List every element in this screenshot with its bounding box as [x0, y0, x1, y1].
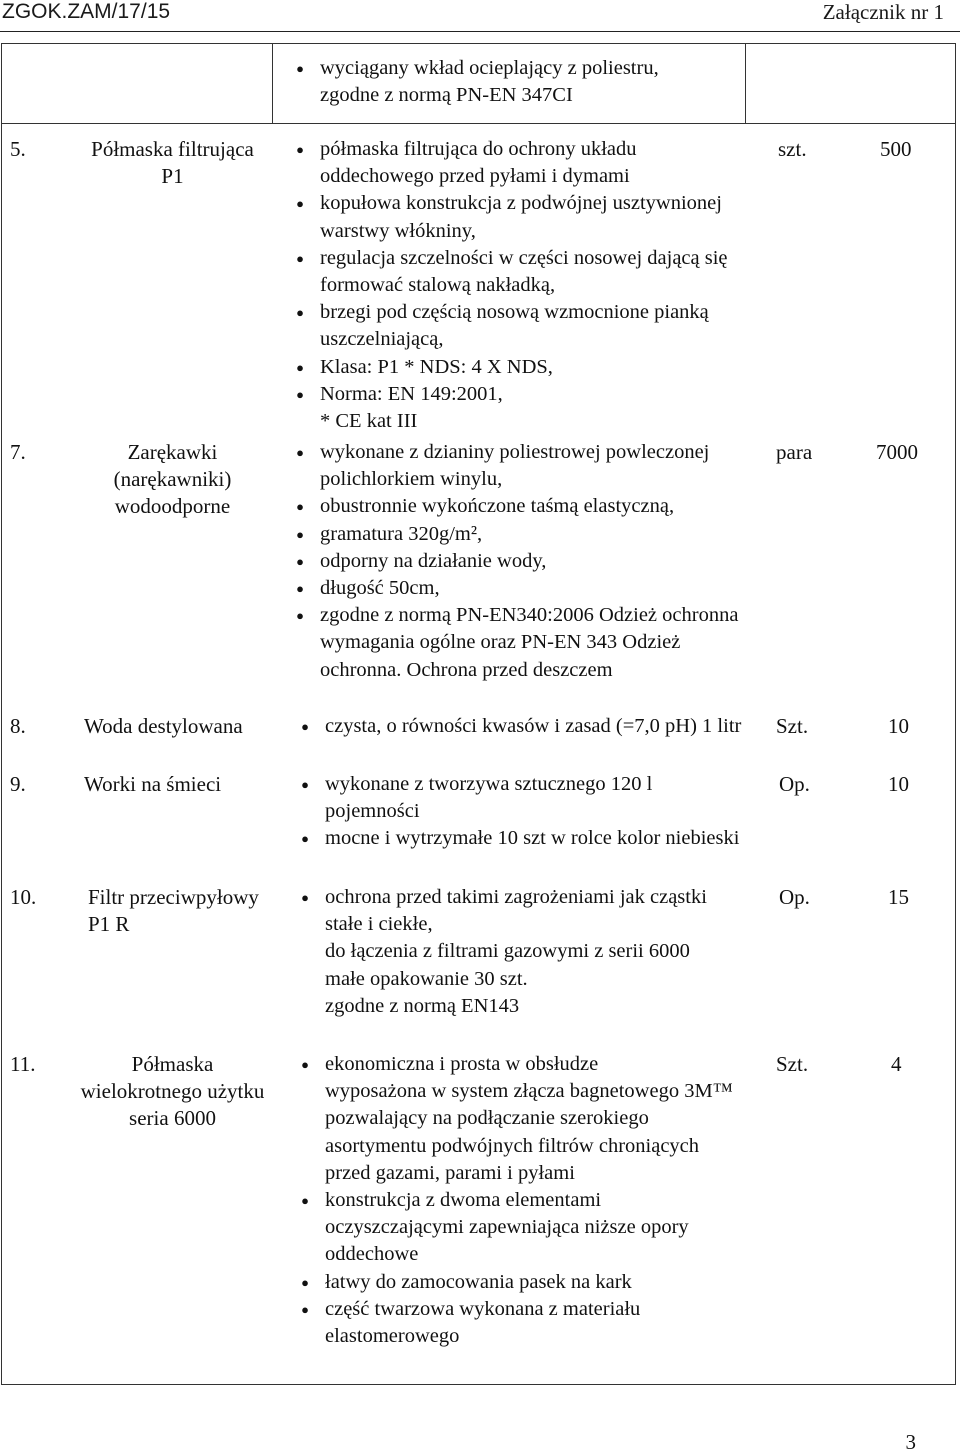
description-item — [280, 493, 740, 520]
description-text: zgodne z normą EN143 — [325, 994, 520, 1017]
bullet-icon: ● — [301, 890, 309, 905]
description-text: długość 50cm, — [320, 577, 440, 600]
row-8-number: 8. — [10, 714, 26, 738]
row-9-description — [285, 771, 745, 853]
description-text: ochrona przed takimi zagrożeniami jak cząstki stałe i ciekłe, — [325, 886, 707, 936]
description-item — [285, 713, 745, 740]
bullet-icon: ● — [296, 142, 304, 157]
description-item — [280, 602, 740, 684]
attachment-label: Załącznik nr 1 — [822, 0, 944, 24]
description-text: regulacja szczelności w części nosowej dającą się formować stalową nakładką, — [320, 246, 728, 297]
row-11-name: Półmaska wielokrotnego użytku seria 6000 — [80, 1052, 265, 1130]
description-item — [285, 771, 745, 825]
row-9-name: Worki na śmieci — [84, 772, 222, 796]
bullet-icon: ● — [301, 719, 309, 734]
row-divider-1 — [1, 123, 956, 124]
description-text: wykonane z tworzywa sztucznego 120 l pojemności — [325, 773, 653, 823]
description-item — [285, 1078, 745, 1187]
row-7-number: 7. — [10, 440, 26, 464]
description-item — [285, 825, 745, 852]
description-item — [280, 439, 740, 493]
document-reference: ZGOK.ZAM/17/15 — [2, 0, 171, 23]
description-item — [280, 299, 740, 353]
description-text: ekonomiczna i prosta w obsłudze — [325, 1053, 599, 1075]
description-text: kopułowa konstrukcja z podwójnej usztywnionej warstwy włókniny, — [320, 192, 722, 242]
description-item — [280, 381, 740, 408]
description-text: konstrukcja z dwoma elementami oczyszczającymi zapewniająca niższe opory oddechowe — [325, 1189, 689, 1266]
row-0-description — [280, 55, 740, 109]
description-item — [280, 82, 740, 109]
bullet-icon: ● — [301, 831, 309, 847]
description-text: zgodne z normą PN-EN 347CI — [320, 84, 573, 107]
row-10-name-text: Filtr przeciwpyłowy P1 R — [88, 885, 259, 936]
bullet-icon: ● — [296, 445, 304, 460]
bullet-icon: ● — [296, 386, 304, 402]
description-text: mocne i wytrzymałe 10 szt w rolce kolor niebieski — [325, 827, 740, 850]
bullet-icon: ● — [301, 777, 309, 792]
description-item — [280, 521, 740, 548]
bullet-icon: ● — [296, 196, 304, 212]
row-7-quantity: 7000 — [876, 440, 918, 464]
row-7-name: Zarękawki (narękawniki) wodoodporne — [113, 440, 232, 518]
description-item — [285, 884, 745, 938]
description-text: gramatura 320g/m², — [320, 522, 483, 545]
description-text: wyciągany wkład ocieplający z poliestru, — [320, 57, 659, 79]
row-9-unit: Op. — [779, 772, 810, 796]
row-8-quantity: 10 — [888, 714, 909, 738]
row-11-description — [285, 1051, 745, 1350]
row-11-number: 11. — [10, 1052, 36, 1076]
bullet-icon: ● — [301, 1301, 309, 1317]
description-text: wykonane z dzianiny poliestrowej powleczonej polichlorkiem winylu, — [320, 441, 710, 491]
description-item — [285, 938, 745, 965]
description-text: łatwy do zamocowania pasek na kark — [325, 1270, 632, 1293]
description-text: do łączenia z filtrami gazowymi z serii 6000 — [325, 940, 690, 963]
page-number: 3 — [905, 1430, 916, 1454]
description-item — [280, 55, 740, 82]
bullet-icon: ● — [296, 305, 304, 321]
description-text: wyposażona w system złącza bagnetowego 3M™ pozwalający na podłączanie szerokiego asortymentu podwójnych filtrów chroniących przed gazami, parami i pyłami — [325, 1080, 733, 1184]
row-8-unit: Szt. — [776, 714, 809, 738]
row-5-quantity: 500 — [880, 137, 912, 161]
bullet-icon: ● — [301, 1274, 309, 1290]
bullet-icon: ● — [296, 61, 304, 76]
description-item — [285, 1296, 745, 1350]
description-item — [285, 1187, 745, 1269]
row-5-unit: szt. — [778, 137, 807, 161]
description-text: półmaska filtrująca do ochrony układu oddechowego przed pyłami i dymami — [320, 138, 637, 188]
row-10-quantity: 15 — [888, 885, 909, 909]
row-5-number: 5. — [10, 137, 26, 161]
row-11-unit: Szt. — [776, 1052, 809, 1076]
description-item — [280, 190, 740, 244]
description-text: małe opakowanie 30 szt. — [325, 967, 528, 990]
column-divider-2 — [745, 43, 746, 123]
description-item — [285, 993, 745, 1020]
bullet-icon: ● — [296, 359, 304, 375]
row-10-name — [80, 884, 265, 938]
description-item — [280, 136, 740, 190]
row-11-quantity: 4 — [891, 1052, 902, 1076]
row-9-quantity: 10 — [888, 772, 909, 796]
description-text: odporny na działanie wody, — [320, 549, 547, 572]
row-5-name: Półmaska filtrująca P1 — [91, 137, 254, 188]
description-item — [280, 354, 740, 381]
row-7-unit: para — [776, 440, 813, 464]
row-9-number: 9. — [10, 772, 26, 796]
bullet-icon: ● — [301, 1193, 309, 1209]
description-text: brzegi pod częścią nosową wzmocnione pianką uszczelniającą, — [320, 301, 709, 351]
bullet-icon: ● — [296, 526, 304, 542]
description-text: * CE kat III — [320, 410, 418, 433]
page-header — [0, 0, 960, 26]
description-item — [285, 966, 745, 993]
header-divider — [0, 31, 960, 32]
description-text: obustronnie wykończone taśmą elastyczną, — [320, 495, 675, 518]
bullet-icon: ● — [301, 1057, 309, 1072]
row-8-description — [285, 713, 745, 740]
description-text: zgodne z normą PN-EN340:2006 Odzież ochronna wymagania ogólne oraz PN-EN 343 Odzież ochronna. Ochrona przed deszczem — [320, 604, 739, 681]
bullet-icon: ● — [296, 553, 304, 569]
bullet-icon: ● — [296, 250, 304, 266]
description-item — [280, 245, 740, 299]
description-item — [280, 575, 740, 602]
description-text: Klasa: P1 * NDS: 4 X NDS, — [320, 355, 553, 378]
row-5-description — [280, 136, 740, 435]
bullet-icon: ● — [296, 499, 304, 515]
description-item — [285, 1269, 745, 1296]
description-text: Norma: EN 149:2001, — [320, 382, 503, 405]
row-7-description — [280, 439, 740, 684]
description-text: czysta, o równości kwasów i zasad (=7,0 pH) 1 litr — [325, 715, 742, 737]
row-10-unit: Op. — [779, 885, 810, 909]
row-8-name: Woda destylowana — [84, 714, 243, 738]
bullet-icon: ● — [296, 581, 304, 597]
column-divider-1 — [272, 43, 273, 123]
bullet-icon: ● — [296, 608, 304, 624]
description-text: część twarzowa wykonana z materiału elastomerowego — [325, 1297, 641, 1348]
description-item — [285, 1051, 745, 1078]
row-10-description — [285, 884, 745, 1020]
row-10-number: 10. — [10, 885, 37, 909]
description-item — [280, 408, 740, 435]
description-item — [280, 548, 740, 575]
